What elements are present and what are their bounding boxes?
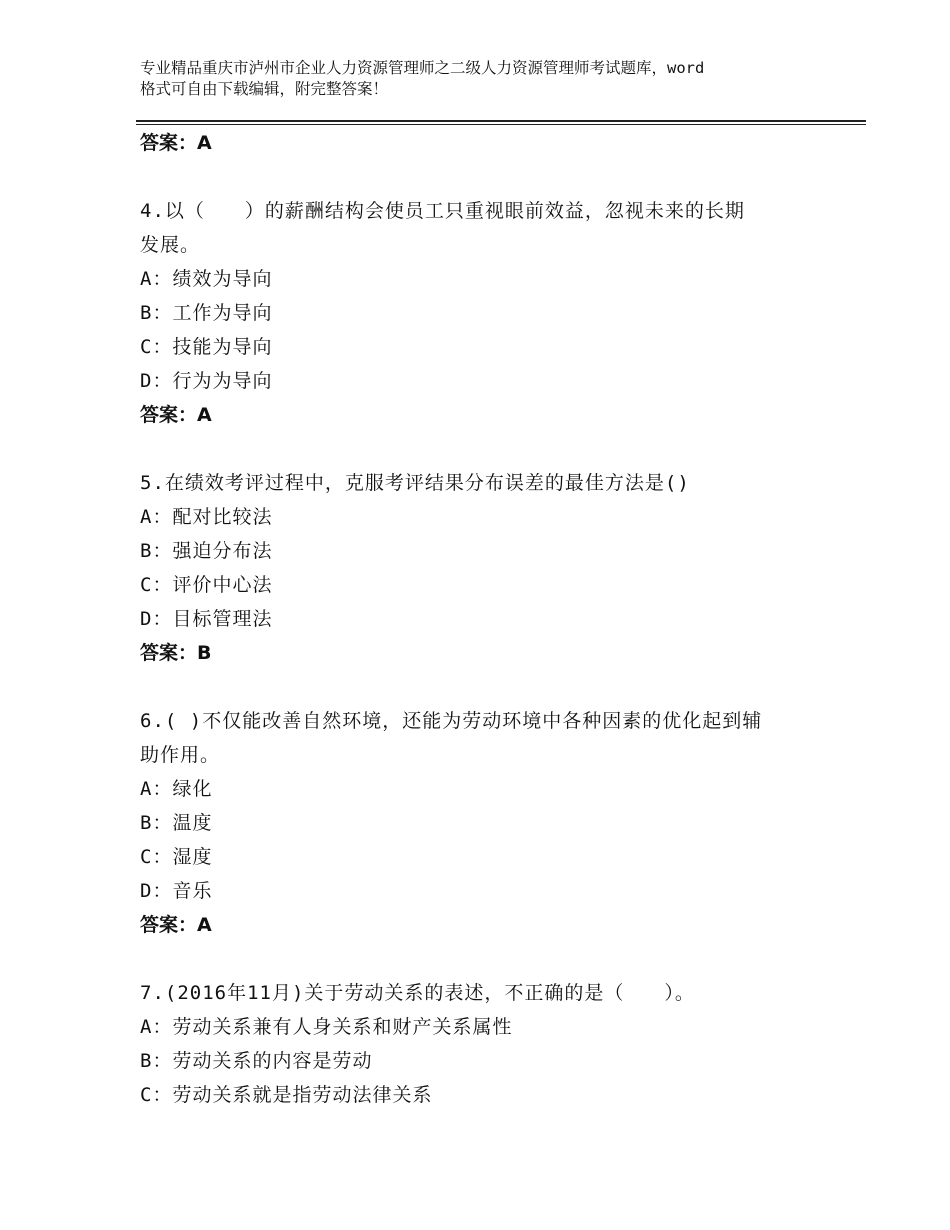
option-d: D：音乐 [140, 880, 213, 902]
spacer [140, 160, 840, 194]
question-block [140, 466, 840, 670]
option-a: A：绿化 [140, 778, 213, 800]
question-stem: 发展。 [140, 234, 201, 256]
answer-label: 答案：A [140, 914, 212, 936]
header-rule-thin [136, 124, 866, 125]
option-a: A：配对比较法 [140, 506, 273, 528]
option-a: A：劳动关系兼有人身关系和财产关系属性 [140, 1016, 513, 1038]
option-b: B：劳动关系的内容是劳动 [140, 1050, 373, 1072]
spacer [140, 432, 840, 466]
question-stem: 助作用。 [140, 744, 221, 766]
question-block [140, 194, 840, 432]
question-stem: 6.( )不仅能改善自然环境，还能为劳动环境中各种因素的优化起到辅 [140, 710, 763, 732]
question-stem: 7.(2016年11月)关于劳动关系的表述，不正确的是（ ）。 [140, 982, 695, 1004]
header-rule-thick [136, 120, 866, 122]
question-stem: 4.以（ ）的薪酬结构会使员工只重视眼前效益，忽视未来的长期 [140, 200, 745, 222]
header-line-1: 专业精品重庆市泸州市企业人力资源管理师之二级人力资源管理师考试题库，word [140, 59, 705, 77]
answer-label: 答案：B [140, 642, 212, 664]
spacer [140, 670, 840, 704]
option-c: C：评价中心法 [140, 574, 273, 596]
option-c: C：劳动关系就是指劳动法律关系 [140, 1084, 433, 1106]
option-b: B：温度 [140, 812, 213, 834]
question-block [140, 704, 840, 942]
document-header [140, 58, 830, 100]
option-b: B：强迫分布法 [140, 540, 273, 562]
question-list [140, 126, 840, 1112]
question-block [140, 976, 840, 1112]
option-a: A：绩效为导向 [140, 268, 273, 290]
spacer [140, 942, 840, 976]
option-c: C：湿度 [140, 846, 213, 868]
answer-label: 答案：A [140, 404, 212, 426]
option-c: C：技能为导向 [140, 336, 273, 358]
option-d: D：目标管理法 [140, 608, 273, 630]
header-line-2: 格式可自由下载编辑，附完整答案！ [140, 80, 389, 98]
question-stem: 5.在绩效考评过程中，克服考评结果分布误差的最佳方法是() [140, 472, 690, 494]
answer-label: 答案：A [140, 132, 212, 154]
option-b: B：工作为导向 [140, 302, 273, 324]
option-d: D：行为为导向 [140, 370, 273, 392]
